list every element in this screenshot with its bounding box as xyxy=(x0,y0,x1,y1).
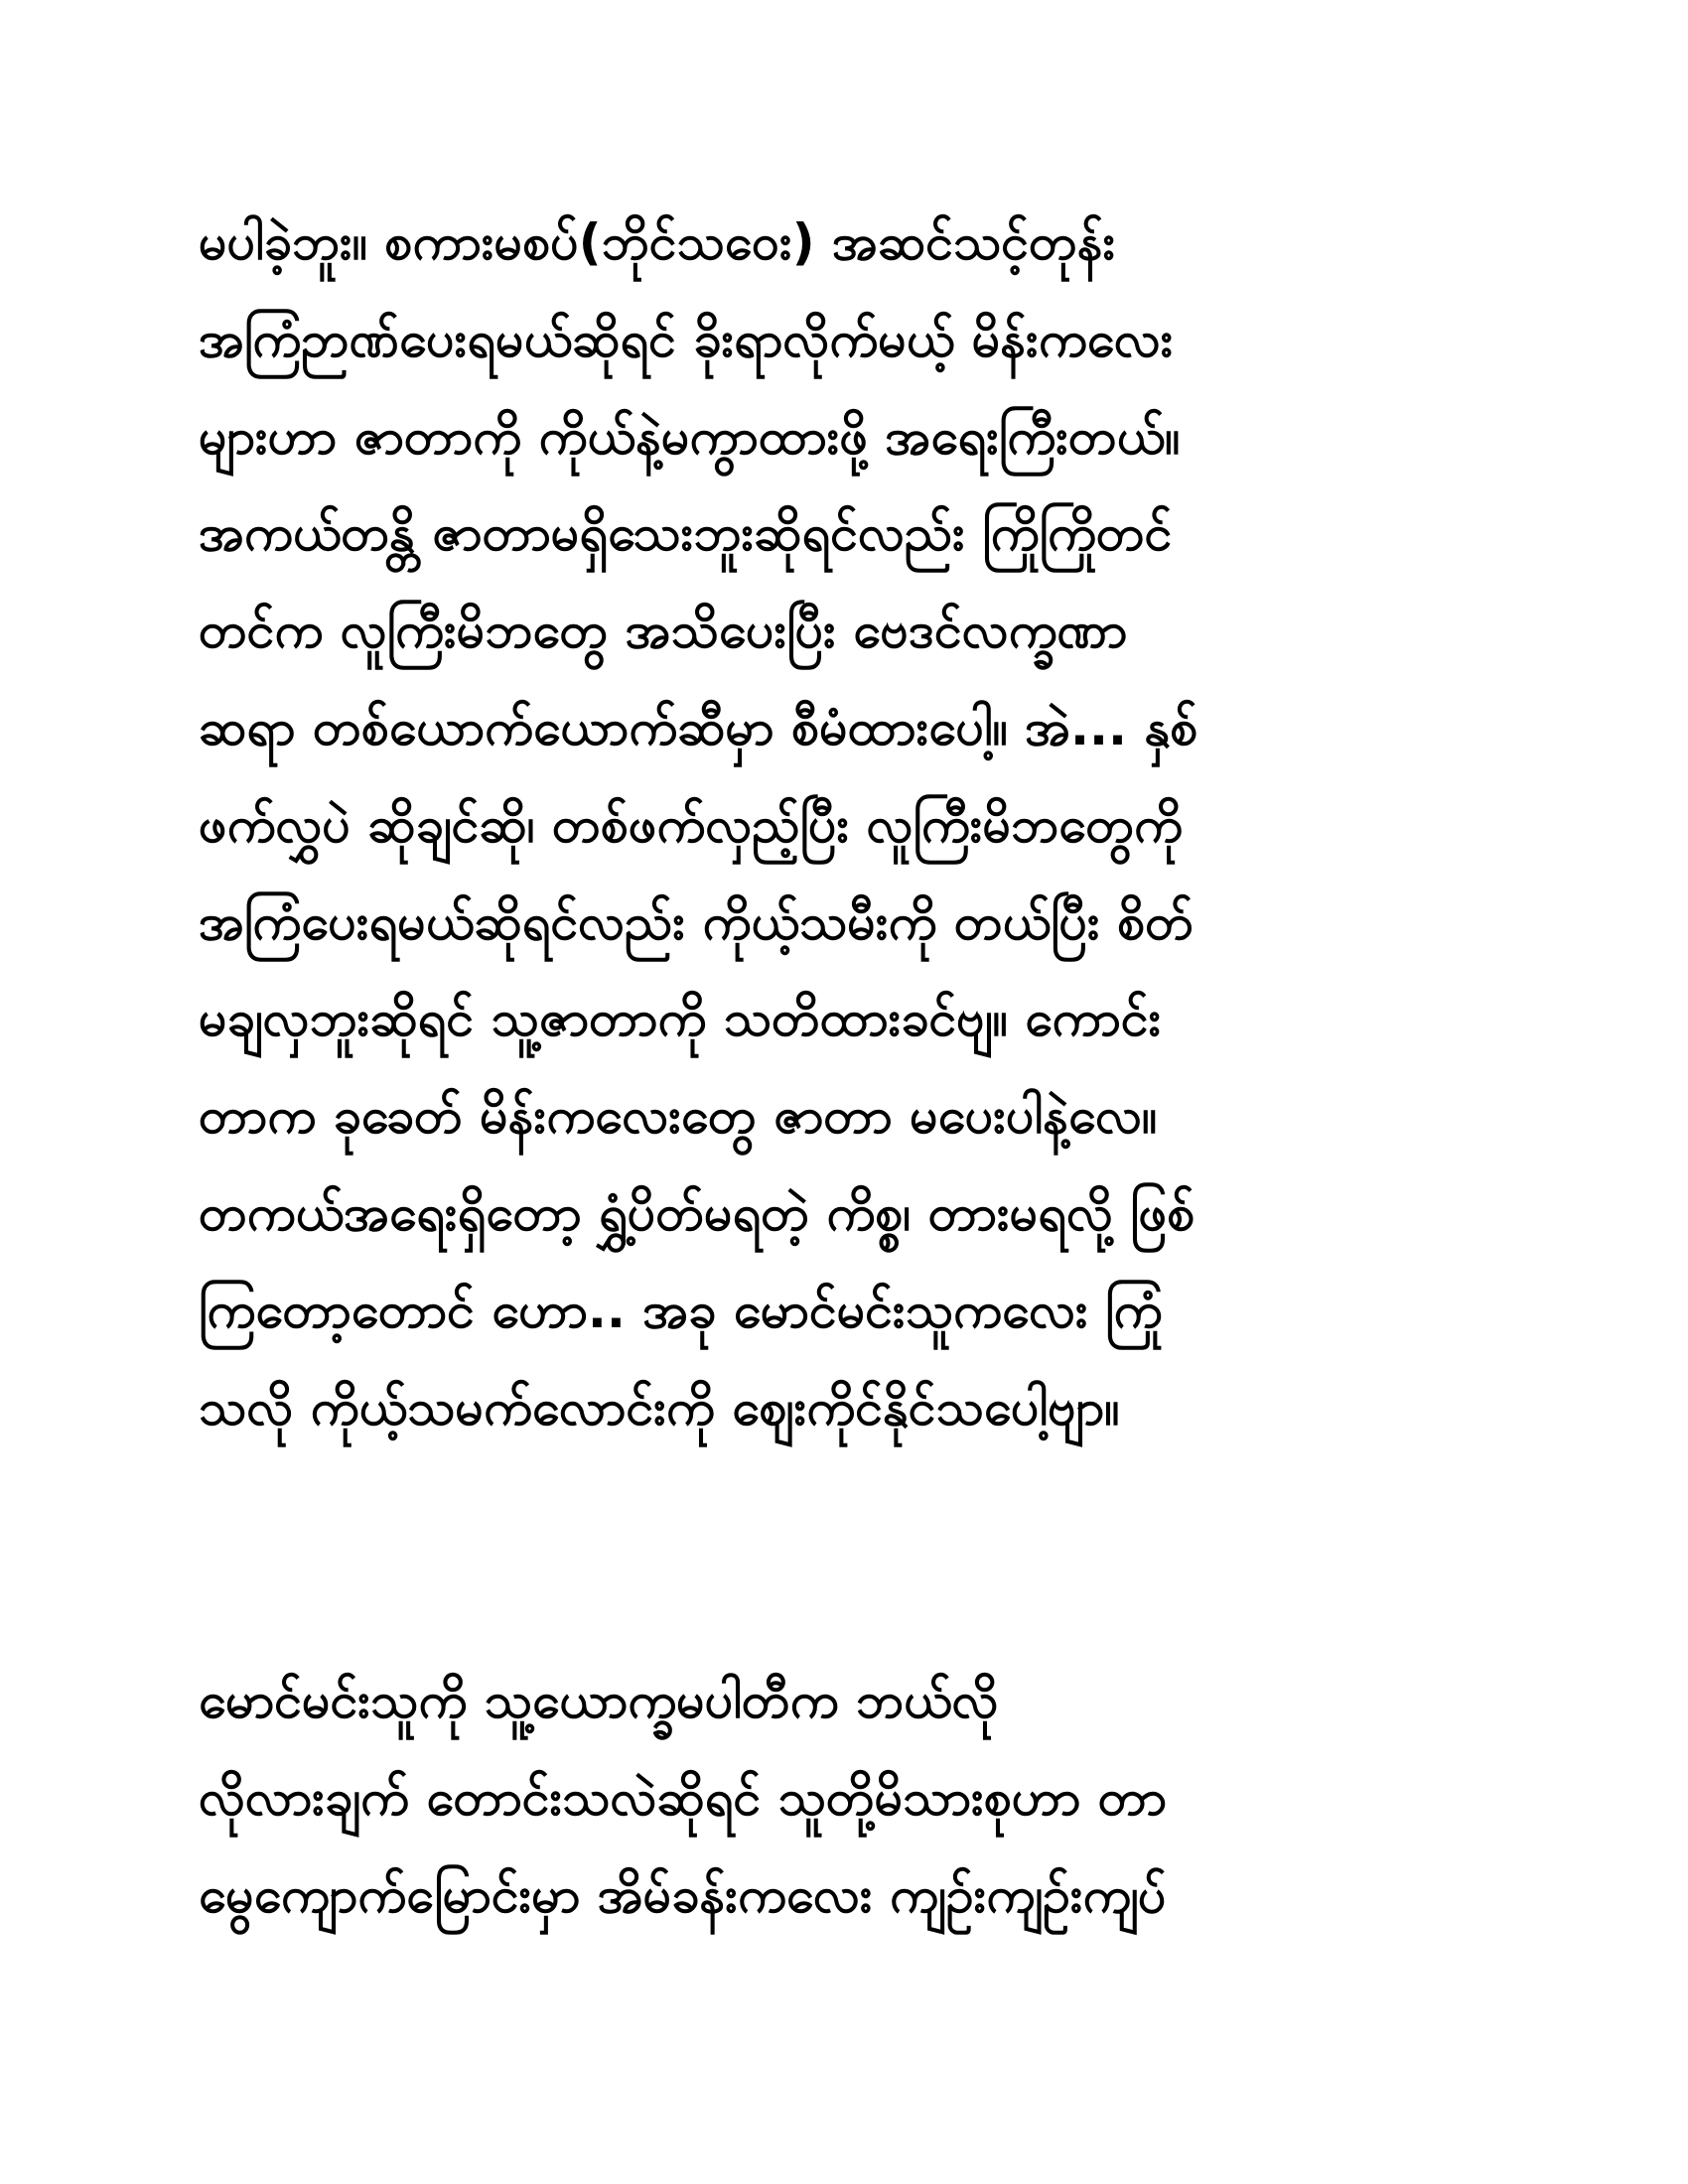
text-line: မချလှဘူးဆိုရင် သူ့ဇာတာကို သတိထားခင်ဗျ။ ကောင်း xyxy=(199,990,1162,1048)
text-line: ဖက်လွှပဲ ဆိုချင်ဆို၊ တစ်ဖက်လှည့်ပြီး လူကြီးမိဘတွေကို xyxy=(199,795,1183,854)
text-line: တာက ခုခေတ် မိန်းကလေးတွေ ဇာတာ မပေးပါနဲ့လေ။ xyxy=(199,1087,1158,1146)
text-line: အကြံဉာဏ်ပေးရမယ်ဆိုရင် ခိုးရာလိုက်မယ့် မိန်းကလေး xyxy=(199,310,1174,368)
text-line: မောင်မင်းသူကို သူ့ယောက္ခမပါတီက ဘယ်လို xyxy=(199,1672,999,1729)
text-line: အကယ်တန္တိ ဇာတာမရှိသေးဘူးဆိုရင်လည်း ကြိုကြိုတင် xyxy=(199,504,1173,563)
text-line: များဟာ ဇာတာကို ကိုယ်နဲ့မကွာထားဖို့ အရေးကြီးတယ်။ xyxy=(199,407,1181,466)
text-line: မပါခဲ့ဘူး။ စကားမစပ်(ဘိုင်သဝေး) အဆင်သင့်တုန်း xyxy=(199,213,1116,271)
text-line: တင်က လူကြီးမိဘတွေ အသိပေးပြီး ဗေဒင်လက္ခဏာ xyxy=(199,602,1128,660)
paragraph-2 xyxy=(199,1653,1489,1944)
text-line: သလို ကိုယ့်သမက်လောင်းကို ဈေးကိုင်နိုင်သပေါ့ဗျာ။ xyxy=(199,1378,1120,1436)
text-line: လိုလားချက် တောင်းသလဲဆိုရင် သူတို့မိသားစုဟာ တာ xyxy=(199,1768,1168,1827)
text-line: ဆရာ တစ်ယောက်ယောက်ဆီမှာ စီမံထားပေါ့။ အဲ... နှစ် xyxy=(199,698,1198,756)
text-line: မွေကျောက်မြောင်းမှာ အိမ်ခန်းကလေး ကျဉ်းကျဉ်းကျပ် xyxy=(199,1865,1167,1924)
text-line: ကြတော့တောင် ဟော.. အခု မောင်မင်းသူကလေး ကြုံ xyxy=(199,1281,1163,1339)
text-line: တကယ်အရေးရှိတော့ ရွှံ့ပိတ်မရတဲ့ ကိစ္စ၊ တားမရလို့ ဖြစ် xyxy=(199,1183,1196,1242)
paragraph-1 xyxy=(199,195,1489,1456)
text-line: အကြံပေးရမယ်ဆိုရင်လည်း ကိုယ့်သမီးကို တယ်ပြီး စိတ် xyxy=(199,892,1194,951)
